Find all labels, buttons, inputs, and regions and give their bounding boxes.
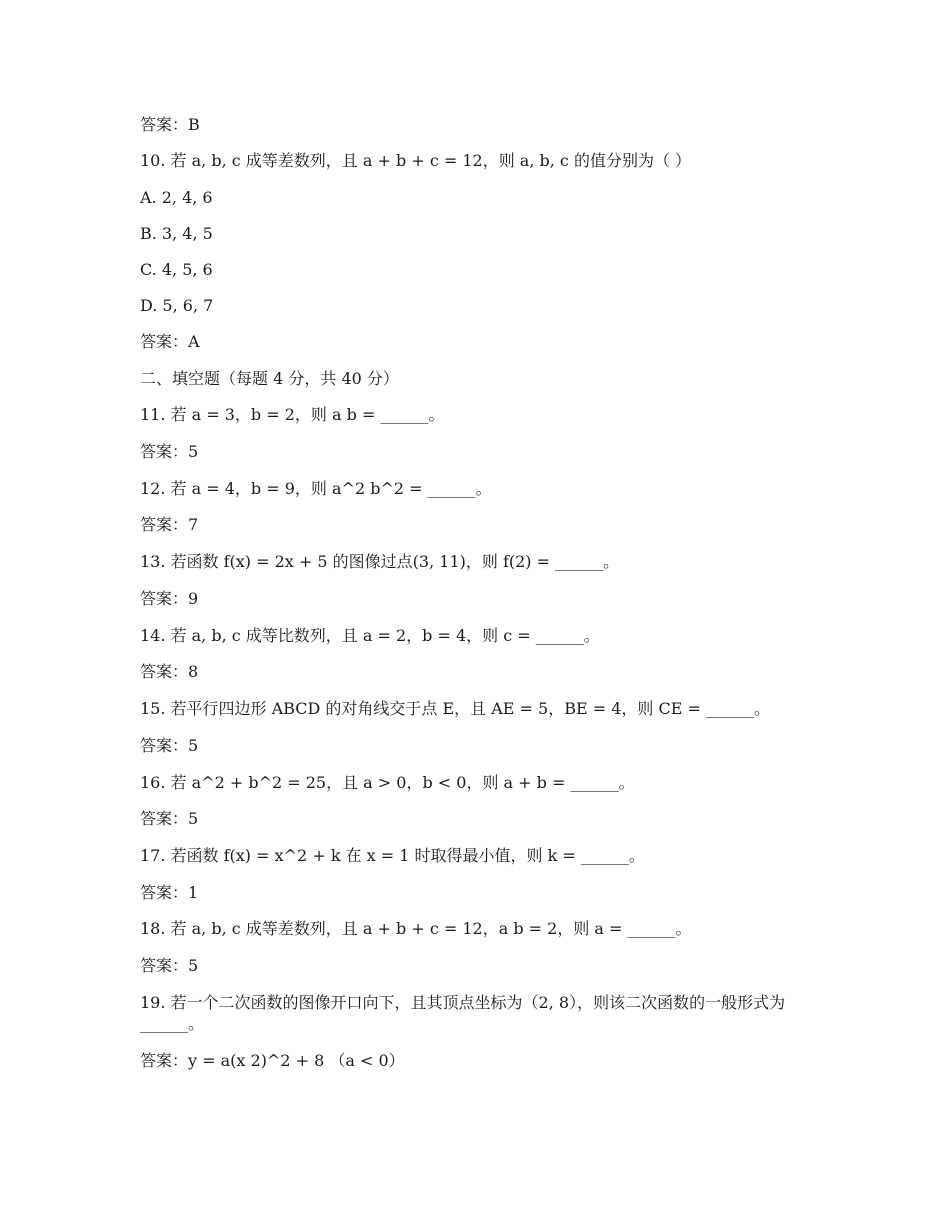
question-15: 15. 若平行四边形 ABCD 的对角线交于点 E，且 AE = 5，BE = 4，则 CE = ______。	[140, 699, 771, 718]
option-d: D. 5, 6, 7	[140, 296, 214, 315]
option-b: B. 3, 4, 5	[140, 224, 213, 243]
answer-12: 答案：7	[140, 515, 199, 534]
answer-17: 答案：1	[140, 883, 199, 902]
answer-10: 答案：A	[140, 332, 200, 351]
answer-13: 答案：9	[140, 589, 199, 608]
question-12: 12. 若 a = 4，b = 9，则 a^2 b^2 = ______。	[140, 479, 492, 498]
question-13: 13. 若函数 f(x) = 2x + 5 的图像过点(3, 11)，则 f(2) = ______。	[140, 552, 620, 571]
question-14: 14. 若 a, b, c 成等比数列，且 a = 2，b = 4，则 c = ______。	[140, 626, 600, 645]
answer-18: 答案：5	[140, 956, 199, 975]
answer-19: 答案：y = a(x 2)^2 + 8 （a < 0）	[140, 1051, 405, 1070]
question-11: 11. 若 a = 3，b = 2，则 a b = ______。	[140, 405, 445, 424]
question-16: 16. 若 a^2 + b^2 = 25，且 a > 0，b < 0，则 a + b = ______。	[140, 773, 635, 792]
section-heading: 二、填空题（每题 4 分，共 40 分）	[140, 369, 399, 388]
question-10: 10. 若 a, b, c 成等差数列，且 a + b + c = 12，则 a, b, c 的值分别为（ ）	[140, 151, 692, 170]
question-17: 17. 若函数 f(x) = x^2 + k 在 x = 1 时取得最小值，则 k = ______。	[140, 846, 645, 865]
answer-16: 答案：5	[140, 809, 199, 828]
answer-9: 答案：B	[140, 115, 200, 134]
option-a: A. 2, 4, 6	[140, 188, 213, 207]
question-19: 19. 若一个二次函数的图像开口向下，且其顶点坐标为（2, 8），则该二次函数的一般形式为 ______。	[140, 993, 786, 1033]
answer-11: 答案：5	[140, 442, 199, 461]
answer-14: 答案：8	[140, 662, 199, 681]
option-c: C. 4, 5, 6	[140, 260, 213, 279]
question-18: 18. 若 a, b, c 成等差数列，且 a + b + c = 12，a b = 2，则 a = ______。	[140, 919, 692, 938]
answer-15: 答案：5	[140, 736, 199, 755]
